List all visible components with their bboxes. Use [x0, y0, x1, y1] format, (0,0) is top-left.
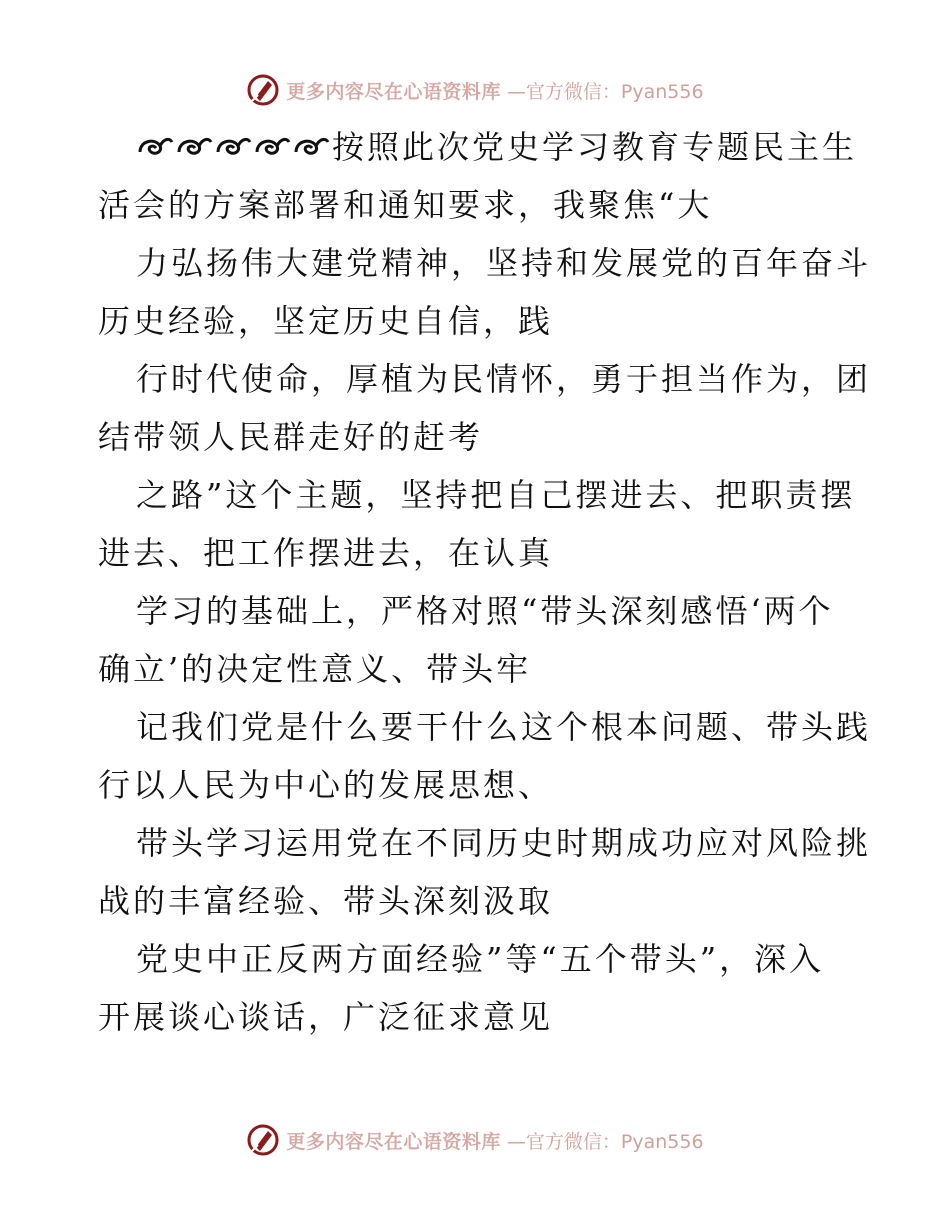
pen-nib-logo-icon: [246, 1123, 280, 1157]
footer-banner: [0, 1120, 950, 1160]
body-line-13: 带头学习运用党在不同历史时期成功应对风险挑: [136, 824, 872, 862]
body-line-10: 确立’的决定性意义、带头牢: [98, 650, 532, 688]
pen-nib-logo-icon: [246, 73, 280, 107]
body-line-5: 行时代使命，厚植为民情怀，勇于担当作为，团: [136, 360, 872, 398]
body-line-8: 进去、把工作摆进去，在认真: [98, 534, 554, 572]
body-line-1: [98, 118, 858, 176]
body-line-12: 行以人民为中心的发展思想、: [98, 766, 554, 804]
header-official-text: —官方微信：Pyan556: [506, 80, 704, 103]
footer-official-text: —官方微信：Pyan556: [506, 1130, 704, 1153]
body-line-9: 学习的基础上，严格对照“带头深刻感悟‘两个: [136, 592, 834, 630]
body-line-4: 历史经验，坚定历史自信，践: [98, 302, 554, 340]
footer-brand-text: 更多内容尽在心语资料库: [286, 1130, 501, 1153]
body-line-text: 按照此次党史学习教育专题民主生: [332, 128, 858, 166]
body-line-16: 开展谈心谈话，广泛征求意见: [98, 998, 554, 1036]
body-line-2: 活会的方案部署和通知要求，我聚焦“大: [98, 186, 713, 224]
body-line-6: 结带领人民群走好的赶考: [98, 418, 484, 456]
body-line-7: 之路”这个主题，坚持把自己摆进去、把职责摆: [136, 476, 856, 514]
header-brand-text: 更多内容尽在心语资料库: [286, 80, 501, 103]
body-line-3: 力弘扬伟大建党精神，坚持和发展党的百年奋斗: [136, 244, 872, 282]
header-banner: [0, 70, 950, 110]
body-line-11: 记我们党是什么要干什么这个根本问题、带头践: [136, 708, 872, 746]
body-line-14: 战的丰富经验、带头深刻汲取: [98, 882, 554, 920]
document-body: [98, 118, 872, 1046]
fleuron-ornament-icon: [136, 132, 330, 162]
body-line-15: 党史中正反两方面经验”等“五个带头”，深入: [136, 940, 825, 978]
